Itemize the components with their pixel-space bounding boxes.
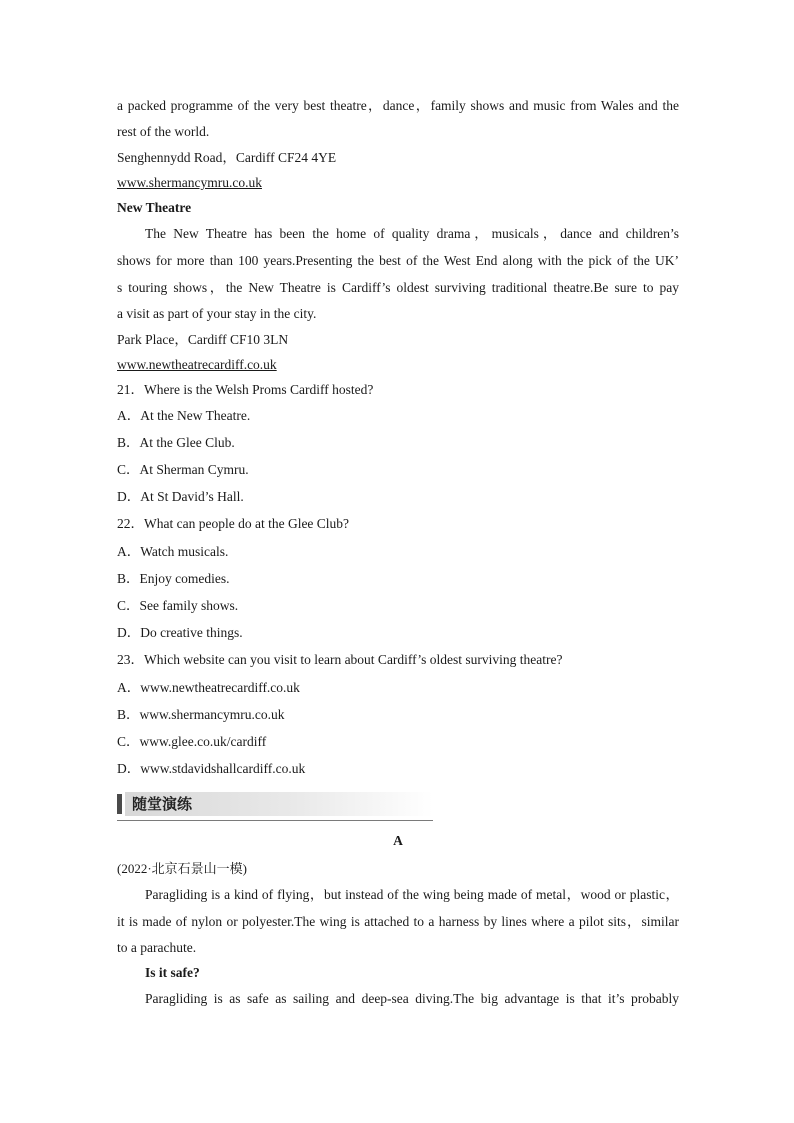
section-banner: [117, 790, 433, 822]
new-theatre-description-line: The New Theatre has been the home of quality drama，musicals，dance and children’s: [145, 226, 679, 241]
answer-option: C．At Sherman Cymru.: [117, 462, 249, 477]
answer-option: D．Do creative things.: [117, 625, 243, 640]
answer-option: A．www.newtheatrecardiff.co.uk: [117, 680, 300, 695]
sherman-description-line: rest of the world.: [117, 124, 210, 139]
section-banner-marker: [117, 794, 122, 814]
section-divider: [117, 820, 433, 821]
passage-line: Paragliding is a kind of flying，but instead of the wing being made of metal，wood or plastic，: [145, 887, 679, 902]
new-theatre-description-line: a visit as part of your stay in the city.: [117, 306, 317, 321]
sherman-address: Senghennydd Road，Cardiff CF24 4YE: [117, 150, 337, 165]
answer-option: B．Enjoy comedies.: [117, 571, 230, 586]
section-title: 随堂演练: [132, 795, 193, 813]
new-theatre-description-line: s touring shows，the New Theatre is Cardiff’s oldest surviving traditional theatre.Be sure to pay: [117, 280, 679, 295]
answer-option: A．Watch musicals.: [117, 544, 229, 559]
passage-line: Paragliding is as safe as sailing and deep-sea diving.The big advantage is that it’s probably: [145, 991, 679, 1006]
passage-line: it is made of nylon or polyester.The wing is attached to a harness by lines where a pilot sits，similar: [117, 914, 679, 929]
sherman-description-line: a packed programme of the very best theatre，dance，family shows and music from Wales and the: [117, 98, 679, 113]
sherman-website-link[interactable]: www.shermancymru.co.uk: [117, 175, 262, 190]
question-stem: 21．Where is the Welsh Proms Cardiff hosted?: [117, 382, 374, 397]
document-page: [117, 93, 679, 1012]
answer-option: C．See family shows.: [117, 598, 239, 613]
new-theatre-heading: New Theatre: [117, 200, 192, 215]
passage-line: to a parachute.: [117, 940, 197, 955]
passage-subheading: Is it safe?: [145, 965, 200, 980]
new-theatre-website-link[interactable]: www.newtheatrecardiff.co.uk: [117, 357, 277, 372]
passage-label: A: [393, 833, 403, 848]
question-stem: 22．What can people do at the Glee Club?: [117, 516, 350, 531]
new-theatre-description-line: shows for more than 100 years.Presenting the best of the West End along with the pick of the UK’: [117, 253, 679, 268]
answer-option: D．www.stdavidshallcardiff.co.uk: [117, 761, 306, 776]
answer-option: B．At the Glee Club.: [117, 435, 235, 450]
answer-option: C．www.glee.co.uk/cardiff: [117, 734, 267, 749]
question-stem: 23．Which website can you visit to learn about Cardiff’s oldest surviving theatre?: [117, 652, 563, 667]
passage-source: (2022·北京石景山一模): [117, 861, 247, 876]
answer-option: A．At the New Theatre.: [117, 408, 251, 423]
answer-option: B．www.shermancymru.co.uk: [117, 707, 285, 722]
answer-option: D．At St David’s Hall.: [117, 489, 244, 504]
new-theatre-address: Park Place，Cardiff CF10 3LN: [117, 332, 289, 347]
